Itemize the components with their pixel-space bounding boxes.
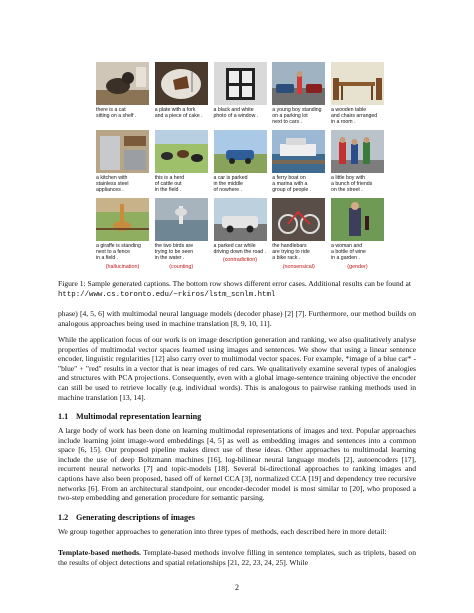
paragraph-body: Template-based methods involve filling in sentence templates, such as triplets, based on the results of object detections and spatial relationships [21, 22, 23, 24, 25]. While: [58, 548, 416, 567]
figure-caption: a black and white photo of a window .: [213, 107, 259, 120]
figure-row-2: [96, 130, 384, 198]
error-label: (contradiction): [222, 257, 258, 264]
figure-caption: a kitchen with stainless steel appliances .: [96, 175, 129, 194]
parked-car-photo: [214, 130, 267, 173]
paragraph: We group together approaches to generation into three types of methods, each described here in more detail:: [58, 527, 387, 536]
cat-photo: [96, 62, 149, 105]
figure-row-1: [96, 62, 384, 130]
section-heading: [58, 412, 201, 421]
kitchen-photo: [96, 130, 149, 173]
cake-plate-photo: [155, 62, 208, 105]
figure-cell: [96, 130, 149, 198]
section-number: 1.2: [58, 513, 69, 522]
figure-caption: the handlebars are trying to ride a bike rack .: [272, 243, 310, 262]
cattle-field-photo: [155, 130, 208, 173]
figure-cell: [272, 130, 325, 198]
table-chairs-photo: [331, 62, 384, 105]
figure-caption-text: [58, 279, 416, 300]
figure-cell: [214, 130, 267, 198]
bike-rack-photo: [272, 198, 325, 241]
figure-caption: this is a herd of cattle out in the field .: [154, 175, 185, 194]
figure-caption: a little boy with a bunch of friends on the street .: [331, 175, 373, 194]
paragraph: A large body of work has been done on learning multimodal representations of images and text. Popular approaches include learning joint image-word embeddings [4, 5] as well as embedding images and sentences into a common space [6, 15]. Our proposed pipeline makes direct use of these ideas. Other approaches to multimodal learning include the use of deep Boltzmann machines [16], log-bilinear neural language models [2], autoencoders [17], recurrent neural networks [7] and topic-models [18]. Several bi-directional approaches to ranking images and captions have also been proposed, based off of kernel CCA [3], normalized CCA [19] and dependency tree recursive networks [6]. From an architectural standpoint, our encoder-decoder model is most similar to [20], who proposed a two-step embedding and generation procedure for semantic parsing.: [58, 426, 416, 503]
section-title: Multimodal representation learning: [76, 412, 202, 421]
figure-cell: [214, 62, 267, 130]
figure-cell: [331, 198, 384, 270]
figure-caption: a giraffe is standing next to a fence in a field .: [96, 243, 141, 262]
giraffe-photo: [96, 198, 149, 241]
figure-cell: [331, 62, 384, 130]
figure-caption: a woman and a bottle of wine in a garden .: [331, 243, 366, 262]
error-label: (gender): [347, 263, 368, 270]
paragraph: [58, 548, 416, 567]
car-road-photo: [214, 198, 267, 241]
figure-caption: a wooden table and chairs arranged in a room .: [331, 107, 378, 126]
paragraph: phase) [4, 5, 6] with multimodal neural language models (decoder phase) [2] [7]. Furthermore, our method builds on analogous approaches being used in machine translation [8, 9, 10, 11].: [58, 309, 416, 328]
section-heading: [58, 513, 195, 522]
figure-grid: [96, 62, 384, 270]
figure-cell: [214, 198, 267, 266]
boy-friends-photo: [331, 130, 384, 173]
figure-caption: a plate with a fork and a piece of cake .: [154, 107, 203, 120]
woman-wine-photo: [331, 198, 384, 241]
figure-caption: a young boy standing on a parking lot next to cars .: [272, 107, 322, 126]
figure-cell: [272, 198, 325, 270]
section-title: Generating descriptions of images: [76, 513, 195, 522]
figure-cell: [155, 62, 208, 130]
figure-caption: a ferry boat on a marina with a group of people .: [272, 175, 312, 194]
page-number: 2: [235, 583, 239, 592]
window-photo: [214, 62, 267, 105]
section-number: 1.1: [58, 412, 69, 421]
figure-row-3: [96, 198, 384, 270]
figure-cell: [155, 130, 208, 198]
figure-caption: a parked car while driving down the road .: [213, 243, 266, 256]
paragraph-lead: Template-based methods.: [58, 548, 141, 557]
figure-cell: [96, 198, 149, 270]
figure-cell: [154, 198, 208, 270]
paragraph: While the application focus of our work is on image description generation and ranking, we also qualitatively analyse properties of multimodal vector spaces learned using images and sentences. We show that using a linear sentence encoder, linguistic regularities [12] also carry over to multimodal vector spaces. For example, *image of a blue car* - "blue" + "red" results in a vector that is near images of red cars. We qualitatively examine several types of analogies and structures with PCA projections. Consequently, even with a global image-sentence training objective the encoder can still be used to retrieve locally (e.g. individual words). This is analogous to pairwise ranking methods used in machine translation [13, 14].: [58, 335, 416, 402]
figure-caption: there is a cat sitting on a shelf .: [96, 107, 137, 120]
bird-water-photo: [155, 198, 208, 241]
figure-caption: a car is parked in the middle of nowhere .: [213, 175, 248, 194]
error-label: (counting): [169, 263, 194, 270]
figure-cell: [96, 62, 149, 130]
error-label: (nonsensical): [282, 263, 315, 270]
error-label: (hallucination): [105, 263, 140, 270]
figure-caption-url: http://www.cs.toronto.edu/~rkiros/lstm_scnlm.html: [58, 290, 276, 299]
figure-cell: [272, 62, 325, 130]
figure-caption-prefix: Figure 1: Sample generated captions. The bottom row shows different error cases. Additional results can be found at: [58, 279, 411, 288]
ferry-boat-photo: [272, 130, 325, 173]
figure-caption: the two birds are trying to be seen in the water .: [154, 243, 194, 262]
figure-cell: [331, 130, 384, 198]
boy-parking-lot-photo: [272, 62, 325, 105]
